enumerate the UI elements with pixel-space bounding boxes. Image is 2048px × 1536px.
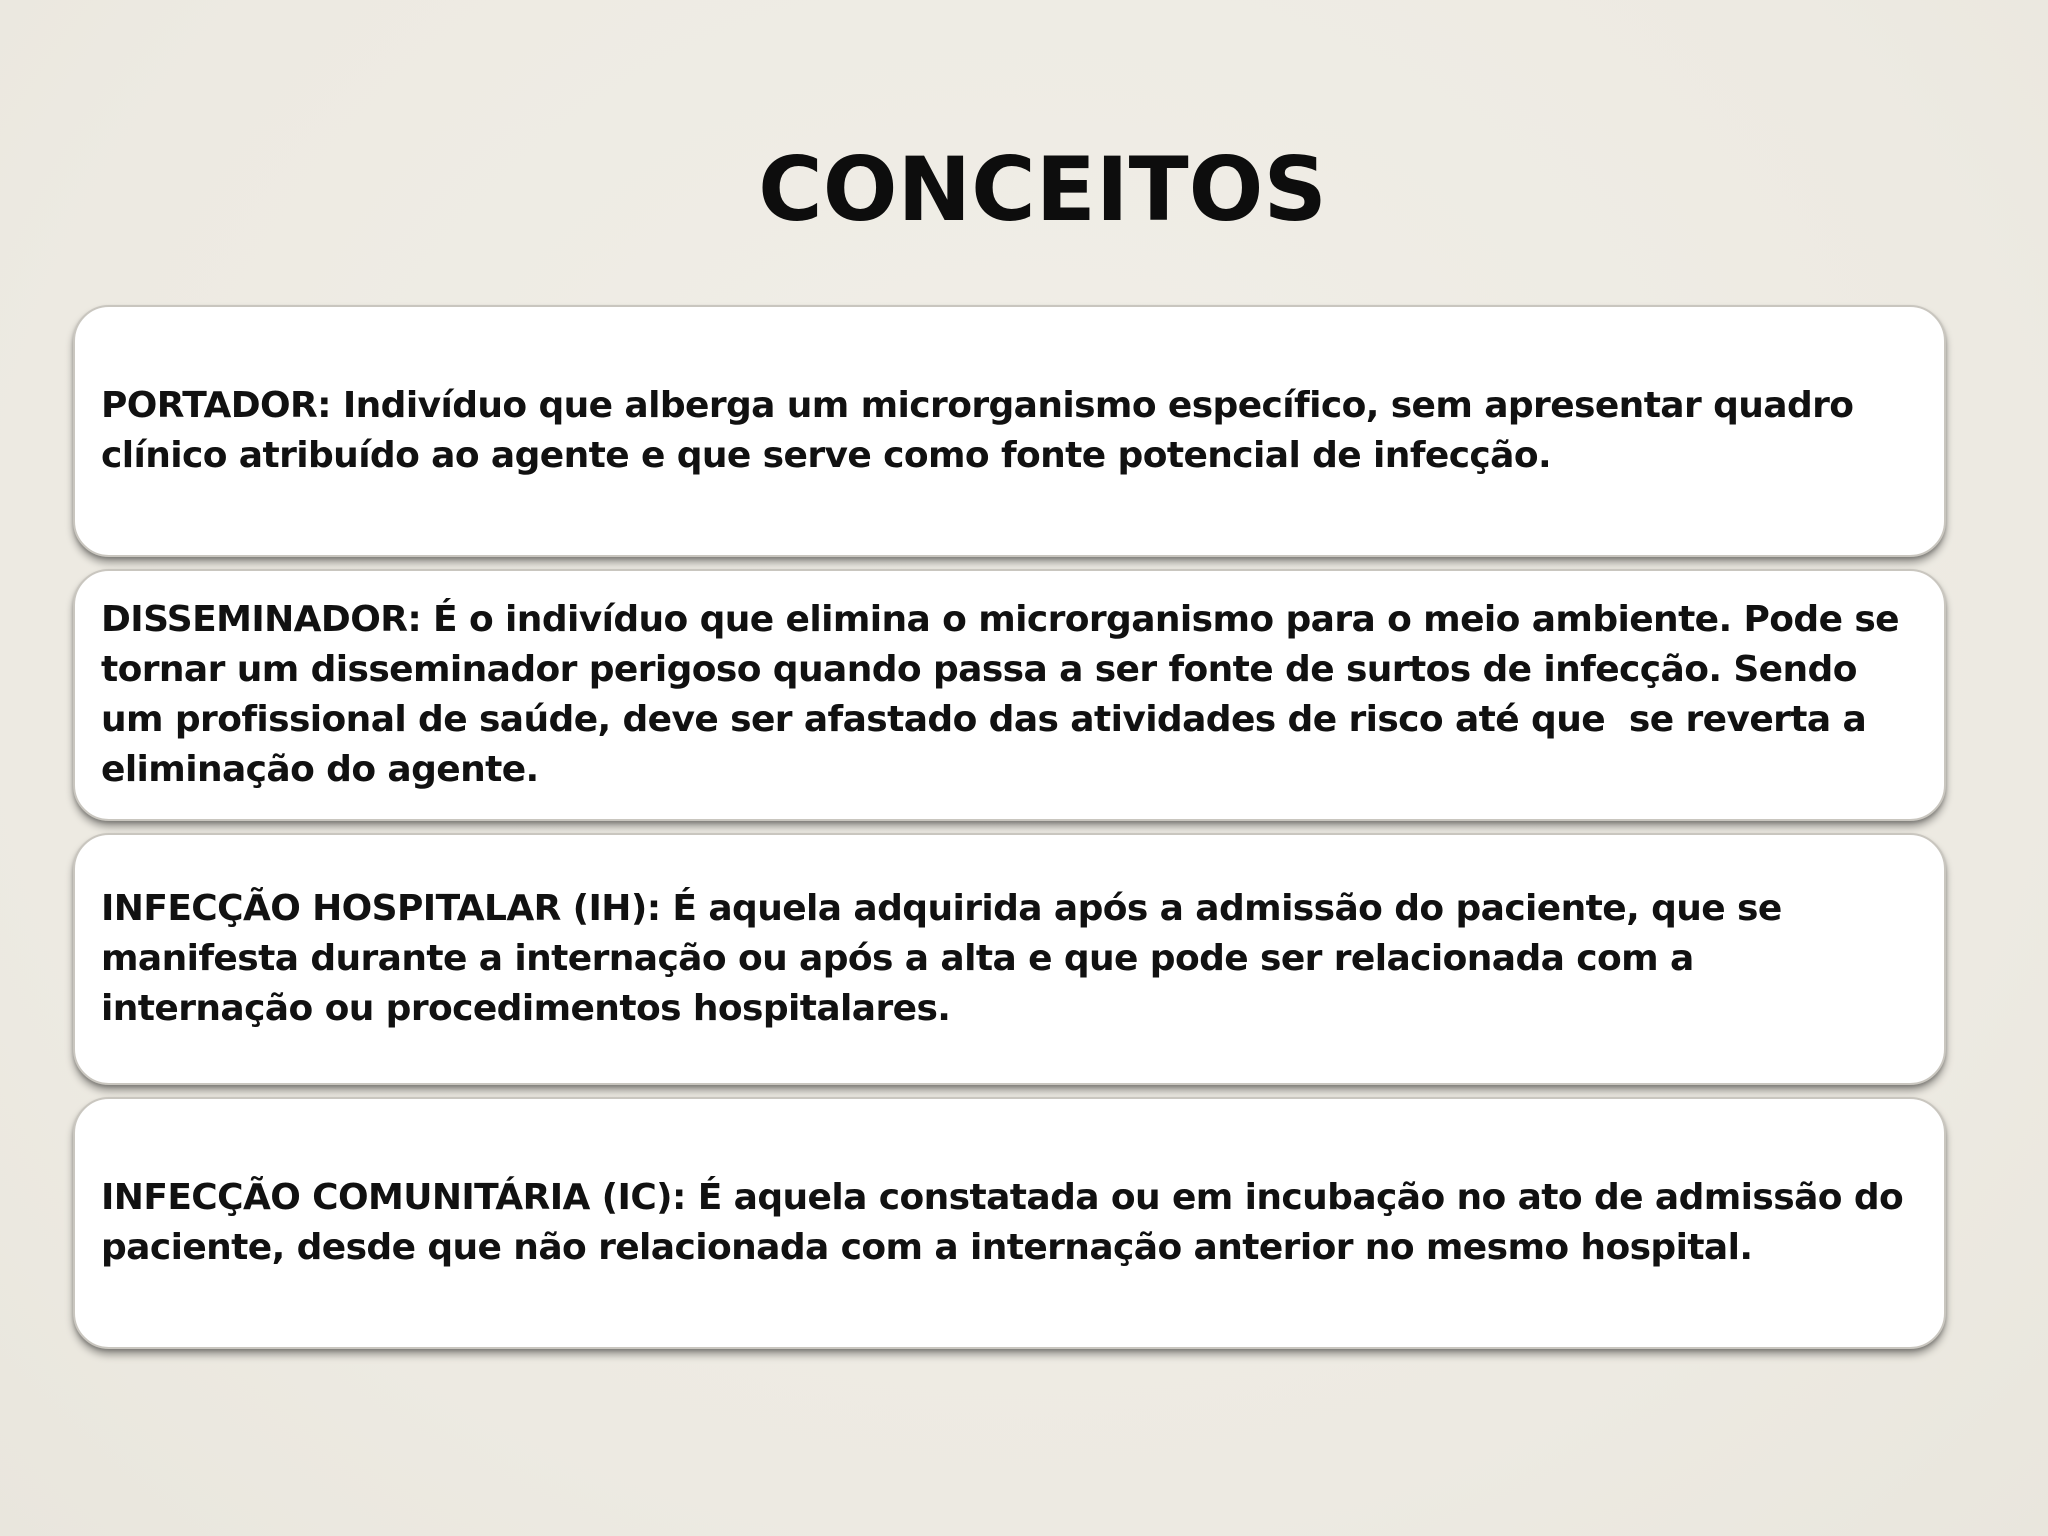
concept-text-disseminador: DISSEMINADOR: É o indivíduo que elimina o microrganismo para o meio ambiente. Pode se tornar um disseminador perigoso quando passa a ser fonte de surtos de infecção. Sendo um profissional de saúde, deve ser afastado das atividades de risco até que se reverta a eliminação do agente.	[101, 599, 1911, 790]
concept-text-infeccao-comunitaria: INFECÇÃO COMUNITÁRIA (IC): É aquela constatada ou em incubação no ato de admissão do paciente, desde que não relacionada com a internação anterior no mesmo hospital.	[101, 1177, 1916, 1268]
concept-box-portador	[73, 305, 1946, 557]
slide-title: CONCEITOS	[758, 138, 1327, 241]
concept-text-portador: PORTADOR: Indivíduo que alberga um microrganismo específico, sem apresentar quadro clínico atribuído ao agente e que serve como fonte potencial de infecção.	[101, 385, 1890, 476]
concept-box-disseminador	[73, 569, 1946, 821]
concept-box-infeccao-comunitaria	[73, 1097, 1946, 1349]
concept-text-infeccao-hospitalar: INFECÇÃO HOSPITALAR (IH): É aquela adquirida após a admissão do paciente, que se manifesta durante a internação ou após a alta e que pode ser relacionada com a internação ou procedimentos hospitalares.	[101, 888, 1794, 1029]
concept-box-infeccao-hospitalar	[73, 833, 1946, 1085]
